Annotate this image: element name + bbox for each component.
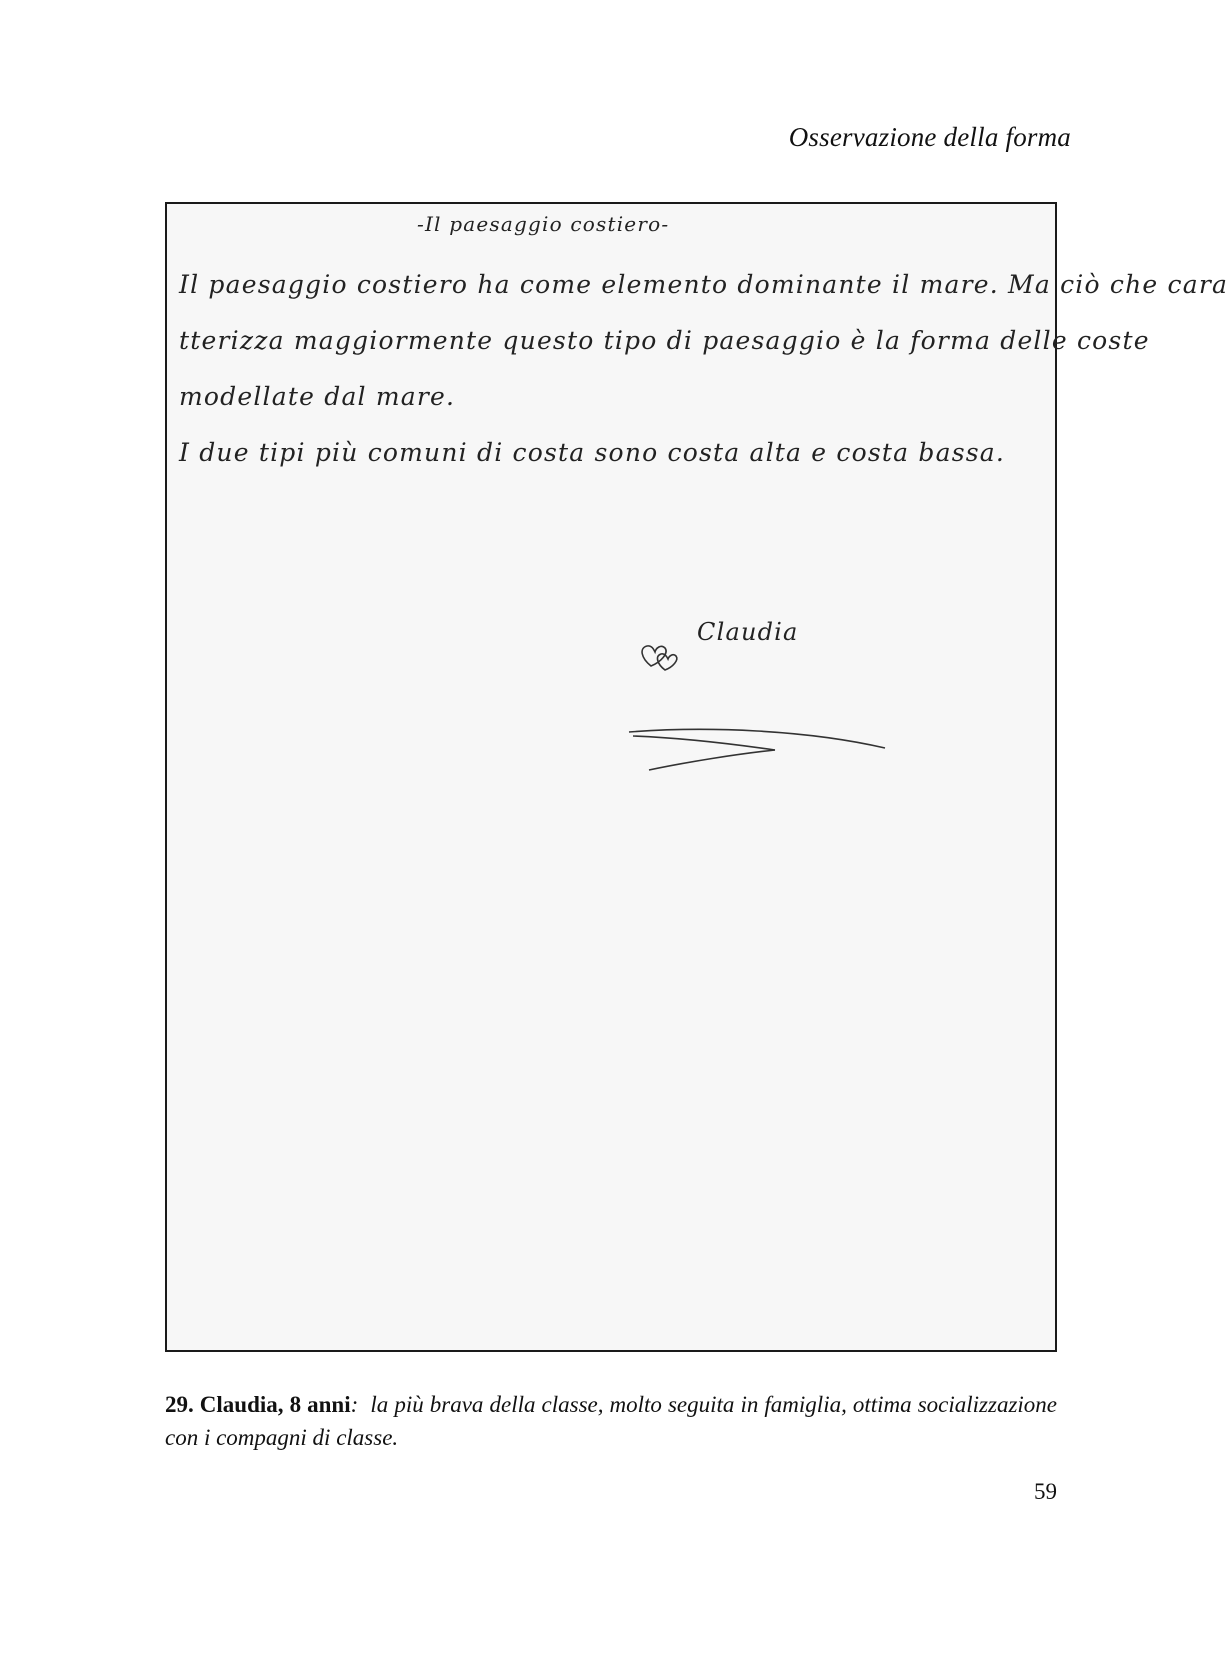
handwritten-line-4: I due tipi più comuni di costa sono costa alta e costa bassa. [179,438,1006,467]
caption-text: la più brava della classe, molto seguita in famiglia, ottima socializzazione con i compagni di classe. [165,1392,1057,1450]
page-number: 59 [1034,1479,1057,1504]
running-header: Osservazione della forma [788,122,1071,152]
handwritten-line-1: Il paesaggio costiero ha come elemento dominante il mare. Ma ciò che cara [179,270,1228,299]
handwritten-title: -Il paesaggio costiero- [417,212,670,236]
handwritten-text-area [167,204,1228,1350]
handwritten-signature: Claudia [697,618,799,646]
figure-caption [165,1388,1057,1454]
handwritten-line-2: tterizza maggiormente questo tipo di paesaggio è la forma delle coste [179,326,1150,355]
caption-label: 29. Claudia, 8 anni [165,1392,351,1417]
signature-flourish [627,724,887,784]
handwritten-line-3: modellate dal mare. [179,382,456,411]
hearts-doodle-icon [637,636,693,676]
caption-separator: : [350,1392,359,1417]
figure-handwritten-scan [165,202,1228,1352]
